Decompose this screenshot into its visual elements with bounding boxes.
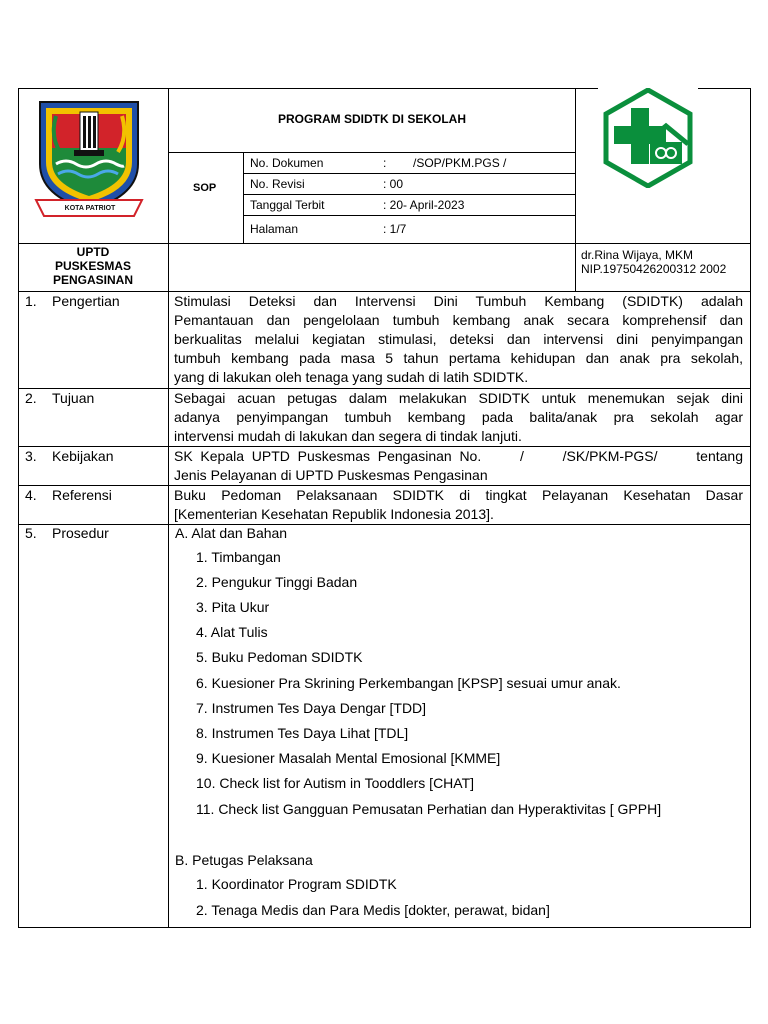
section-label: Prosedur (52, 525, 109, 541)
body-line: Jenis Pelayanan di UPTD Puskesmas Pengasinan (174, 467, 488, 483)
section-label: Tujuan (52, 390, 95, 406)
list-item: 2. Tenaga Medis dan Para Medis [dokter, perawat, bidan] (196, 902, 550, 918)
signer-block (581, 248, 726, 276)
section-number: 4. (25, 487, 37, 503)
list-item: 1. Koordinator Program SDIDTK (196, 876, 397, 892)
org-line-1: UPTD (76, 245, 110, 259)
sop-label: SOP (193, 182, 217, 194)
page-label: Halaman (250, 222, 299, 236)
city-crest-logo (30, 92, 150, 222)
program-title: PROGRAM SDIDTK DI SEKOLAH (277, 112, 466, 126)
body-line: Pemantauan dan pengelolaan tumbuh kembang anak secara komprehensif dan (174, 312, 743, 328)
doc-number-label: No. Dokumen (250, 156, 324, 170)
section-label: Pengertian (52, 293, 120, 309)
section-number: 1. (25, 293, 37, 309)
list-item: 7. Instrumen Tes Daya Dengar [TDD] (196, 700, 427, 716)
subheading-petugas: B. Petugas Pelaksana (175, 852, 313, 868)
section-body (174, 292, 743, 387)
section-number: 5. (25, 525, 37, 541)
body-line: adanya penyimpangan tumbuh kembang pada balita/anak pra sekolah agar (174, 409, 743, 425)
list-item: 10. Check list for Autism in Tooddlers [CHAT] (196, 775, 475, 791)
revision-label: No. Revisi (250, 177, 305, 191)
body-line: intervensi mudah di lakukan dan segera di tindak lanjuti. (174, 428, 522, 444)
revision-value: : 00 (383, 177, 404, 191)
section-body (174, 447, 743, 485)
list-item: 2. Pengukur Tinggi Badan (196, 574, 358, 590)
puskesmas-icon (598, 88, 698, 188)
org-line-3: PENGASINAN (52, 273, 133, 287)
section-body (174, 389, 743, 446)
section-number: 3. (25, 448, 37, 464)
signer-nip: NIP.19750426200312 2002 (581, 262, 727, 276)
signer-name: dr.Rina Wijaya, MKM (581, 248, 694, 262)
issue-date-label: Tanggal Terbit (250, 198, 325, 212)
body-line: Stimulasi Deteksi dan Intervensi Dini Tumbuh Kembang (SDIDTK) adalah (174, 293, 743, 309)
crest-icon (30, 92, 150, 222)
list-item: 9. Kuesioner Masalah Mental Emosional [KMME] (196, 750, 501, 766)
body-line: [Kementerian Kesehatan Republik Indonesia 2013]. (174, 506, 494, 522)
list-item: 3. Pita Ukur (196, 599, 270, 615)
subheading-alat-bahan: A. Alat dan Bahan (175, 525, 288, 541)
body-line: yang di lakukan oleh tenaga yang sudah di latih SDIDTK. (174, 369, 529, 385)
list-item: 4. Alat Tulis (196, 624, 268, 640)
section-label: Kebijakan (52, 448, 114, 464)
body-line: tumbuh kembang pada masa 5 tahun pertama kehidupan dan anak pra sekolah, (174, 350, 743, 366)
section-number: 2. (25, 390, 37, 406)
issue-date-value: : 20- April-2023 (383, 198, 465, 212)
list-item: 1. Timbangan (196, 549, 281, 565)
org-name (18, 245, 168, 287)
body-line: SK Kepala UPTD Puskesmas Pengasinan No. / /SK/PKM-PGS/ tentang (174, 448, 743, 464)
section-label: Referensi (52, 487, 112, 503)
list-item: 11. Check list Gangguan Pemusatan Perhatian dan Hyperaktivitas [ GPPH] (196, 801, 662, 817)
list-item: 5. Buku Pedoman SDIDTK (196, 649, 363, 665)
page-value: : 1/7 (383, 222, 407, 236)
doc-number-value: : /SOP/PKM.PGS / (383, 156, 507, 170)
crest-banner-text: KOTA PATRIOT (64, 205, 116, 212)
list-item: 6. Kuesioner Pra Skrining Perkembangan [KPSP] sesuai umur anak. (196, 675, 621, 691)
body-line: Sebagai acuan petugas dalam melakukan SDIDTK untuk menemukan sejak dini (174, 390, 743, 406)
body-line: berkualitas melalui kegiatan stimulasi, deteksi dan intervensi dini penyimpangan (174, 331, 743, 347)
list-item: 8. Instrumen Tes Daya Lihat [TDL] (196, 725, 409, 741)
body-line: Buku Pedoman Pelaksanaan SDIDTK di tingkat Pelayanan Kesehatan Dasar (174, 487, 743, 503)
org-line-2: PUSKESMAS (54, 259, 131, 273)
section-body (174, 486, 743, 524)
puskesmas-logo (598, 88, 698, 188)
